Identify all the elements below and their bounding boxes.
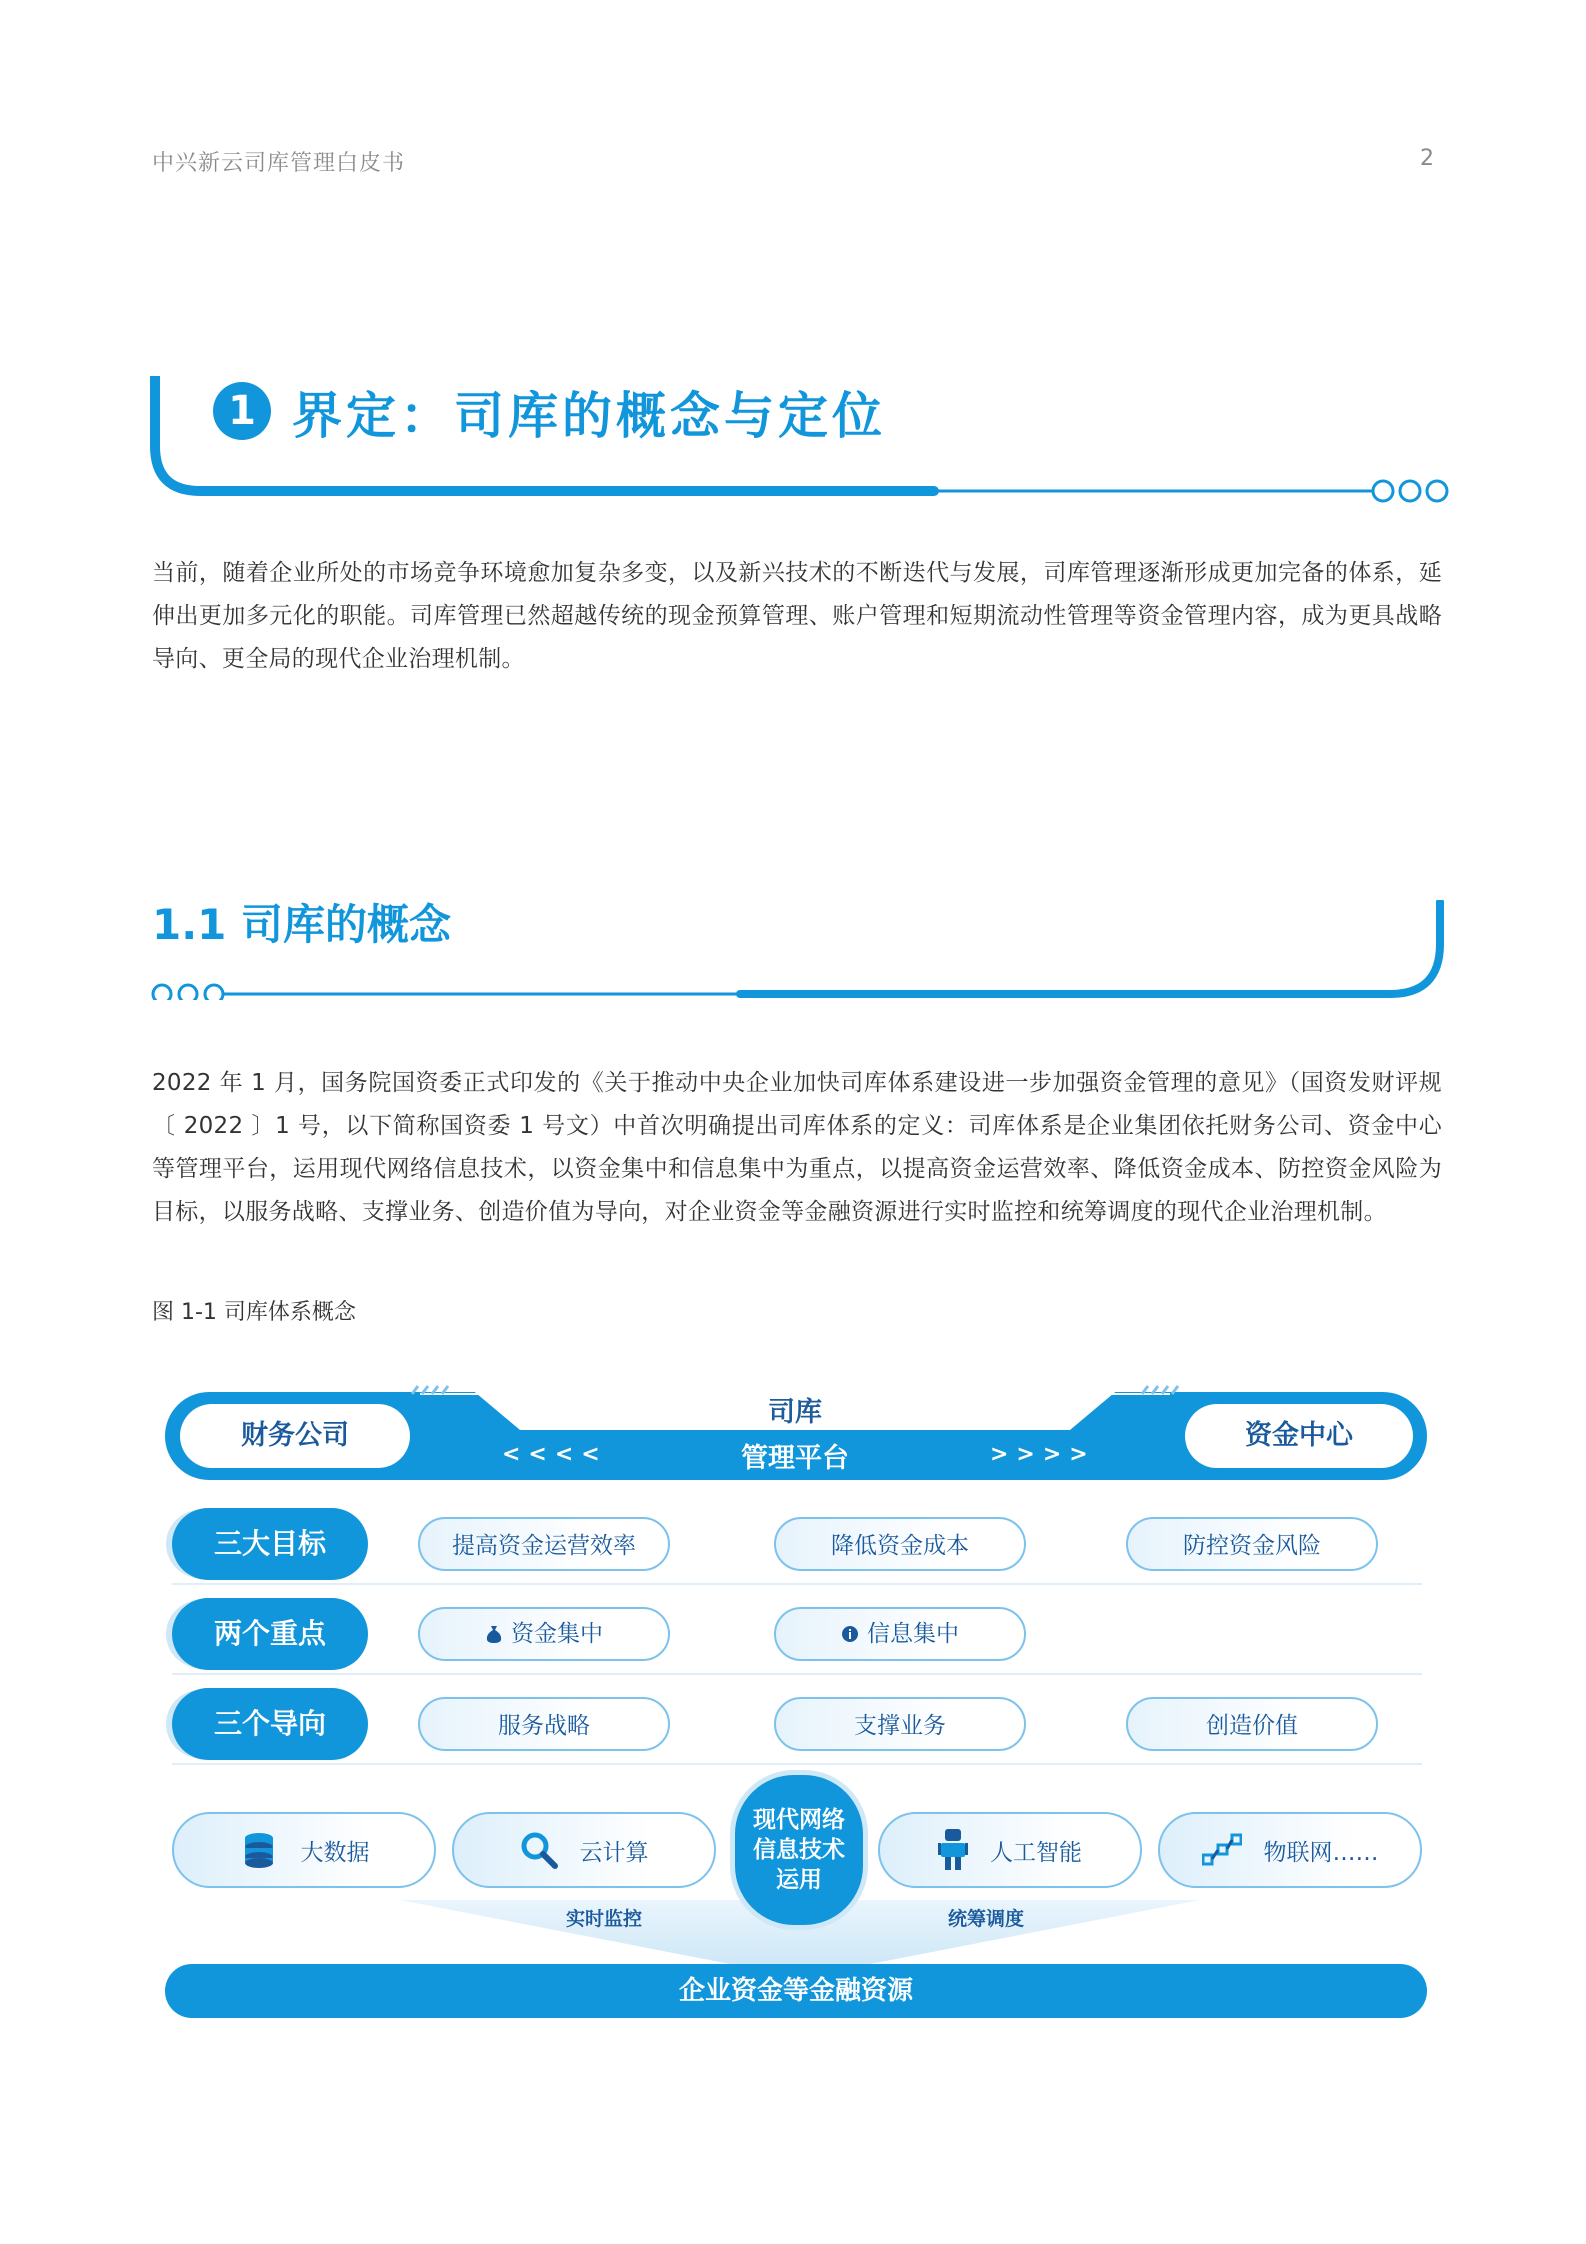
financial-resources-bar: 企业资金等金融资源 (165, 1964, 1427, 2018)
dot-ornament-icon (153, 985, 171, 1000)
row-divider (172, 1673, 1422, 1675)
tech-label: 大数据 (300, 1839, 370, 1866)
definition-paragraph: 2022 年 1 月，国务院国资委正式印发的《关于推动中央企业加快司库体系建设进一步加强资金管理的意见》（国资发财评规〔 2022 〕1 号，以下简称国资委 1 号文）中首次明确提出司库体系的定义：司库体系是企业集团依托财务公司、资金中心等管理平台，运用现代网络信息技术，以资金集中和信息集中为重点，以提高资金运营效率、降低资金成本、防控资金风险为目标，以服务战略、支撑业务、创造价值为导向，对企业资金等金融资源进行实时监控和统筹调度的现代企业治理机制。 (152, 1070, 1442, 1225)
tech-center-line: 信息技术 (753, 1837, 845, 1863)
network-icon (1202, 1833, 1242, 1867)
document-title: 中兴新云司库管理白皮书 (152, 151, 406, 176)
row-divider (172, 1583, 1422, 1585)
orientation-item: 支撑业务 (774, 1697, 1026, 1751)
robot-icon (938, 1829, 968, 1871)
row-label-orientation: 三个导向 (172, 1688, 368, 1760)
modern-it-application (730, 1770, 868, 1930)
goal-item: 防控资金风险 (1126, 1517, 1378, 1571)
orientation-item: 服务战略 (418, 1697, 670, 1751)
row-divider (172, 1763, 1422, 1765)
dot-ornament-icon (1373, 481, 1393, 501)
tech-label: 云计算 (579, 1839, 649, 1866)
tech-iot (1158, 1812, 1422, 1888)
orientation-item: 创造价值 (1126, 1697, 1378, 1751)
row-label-goals: 三大目标 (172, 1508, 368, 1580)
tech-label: 人工智能 (990, 1839, 1082, 1866)
search-icon (520, 1831, 558, 1869)
database-icon (239, 1830, 279, 1870)
tech-center-line: 运用 (776, 1867, 822, 1893)
funds-center-label: 资金中心 (1185, 1404, 1413, 1468)
finance-company-label: 财务公司 (180, 1404, 410, 1468)
subsection-title: 1.1 司库的概念 (152, 900, 452, 949)
tech-ai (878, 1812, 1142, 1888)
dispatch-label: 统筹调度 (948, 1908, 1025, 1930)
tech-center-line: 现代网络 (753, 1807, 845, 1833)
info-icon (841, 1625, 859, 1643)
monitor-label: 实时监控 (566, 1908, 643, 1930)
row-label-focus: 两个重点 (172, 1598, 368, 1670)
focus-item (418, 1607, 670, 1661)
money-bag-icon (485, 1624, 503, 1644)
focus-item-label: 信息集中 (867, 1621, 959, 1647)
intro-paragraph: 当前，随着企业所处的市场竞争环境愈加复杂多变，以及新兴技术的不断迭代与发展，司库管理逐渐形成更加完备的体系，延伸出更加多元化的职能。司库管理已然超越传统的现金预算管理、账户管理和短期流动性管理等资金管理内容，成为更具战略导向、更全局的现代企业治理机制。 (152, 560, 1442, 672)
section-number-badge: 1 (213, 382, 271, 440)
focus-item (774, 1607, 1026, 1661)
page-number: 2 (1420, 146, 1434, 171)
focus-item-label: 资金集中 (511, 1621, 603, 1647)
figure-caption: 图 1-1 司库体系概念 (152, 1300, 356, 1325)
tech-big-data (172, 1812, 436, 1888)
treasury-title: 司库 (768, 1397, 822, 1428)
goal-item: 提高资金运营效率 (418, 1517, 670, 1571)
tech-cloud-computing (452, 1812, 716, 1888)
platform-subtitle: 管理平台 (741, 1443, 849, 1474)
section-title: 界定：司库的概念与定位 (292, 387, 886, 445)
tech-label: 物联网…… (1263, 1839, 1379, 1866)
right-arrows-icon: >>>> (990, 1442, 1096, 1467)
left-arrows-icon: <<<< (502, 1442, 608, 1467)
goal-item: 降低资金成本 (774, 1517, 1026, 1571)
